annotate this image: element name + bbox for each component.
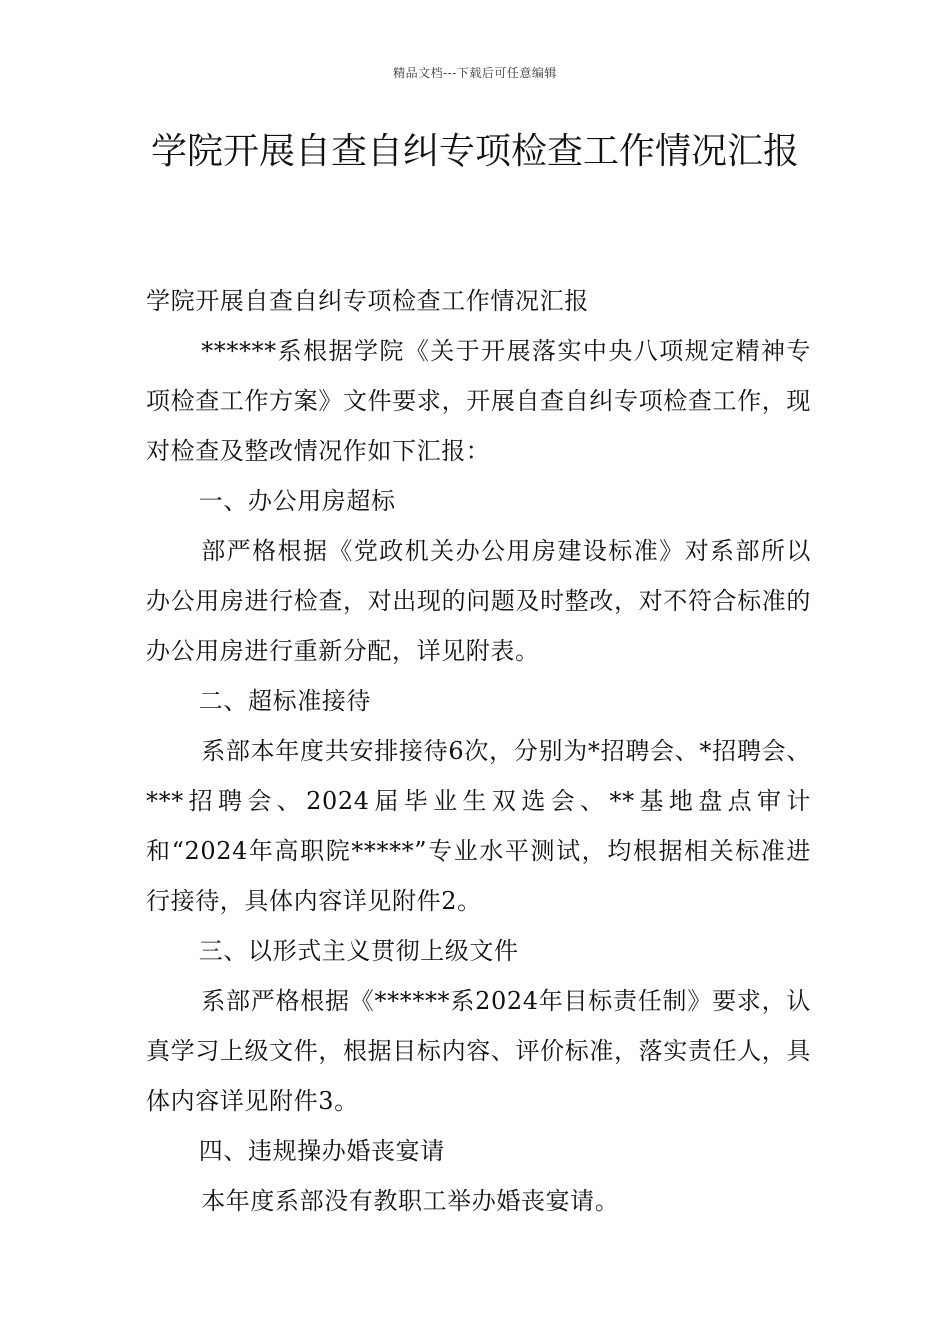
paragraph-section-1: 部严格根据《党政机关办公用房建设标准》对系部所以办公用房进行检查，对出现的问题及时整改，对不符合标准的办公用房进行重新分配，详见附表。 [146,537,811,665]
section-heading-1: 一、办公用房超标 [198,487,396,515]
header-note: 精品文档---下载后可任意编辑 [393,66,557,80]
paragraph-section-3: 系部严格根据《******系2024年目标责任制》要求，认真学习上级文件，根据目标内容、评价标准，落实责任人，具体内容详见附件3。 [146,987,811,1115]
paragraph-section-2: 系部本年度共安排接待6次，分别为*招聘会、*招聘会、***招聘会、2024届毕业生双选会、**基地盘点审计和“2024年高职院*****”专业水平测试，均根据相关标准进行接待，具体内容详见附件2。 [146,737,811,915]
section-heading-3: 三、以形式主义贯彻上级文件 [198,937,519,965]
paragraph-subtitle: 学院开展自查自纠专项检查工作情况汇报 [146,287,589,315]
section-heading-2: 二、超标准接待 [198,687,371,715]
document-title: 学院开展自查自纠专项检查工作情况汇报 [150,131,799,172]
document-body [146,276,811,1226]
paragraph-intro: ******系根据学院《关于开展落实中央八项规定精神专项检查工作方案》文件要求，开展自查自纠专项检查工作，现对检查及整改情况作如下汇报： [146,337,811,465]
paragraph-section-4: 本年度系部没有教职工举办婚丧宴请。 [201,1187,620,1215]
section-heading-4: 四、违规操办婚丧宴请 [198,1137,445,1165]
